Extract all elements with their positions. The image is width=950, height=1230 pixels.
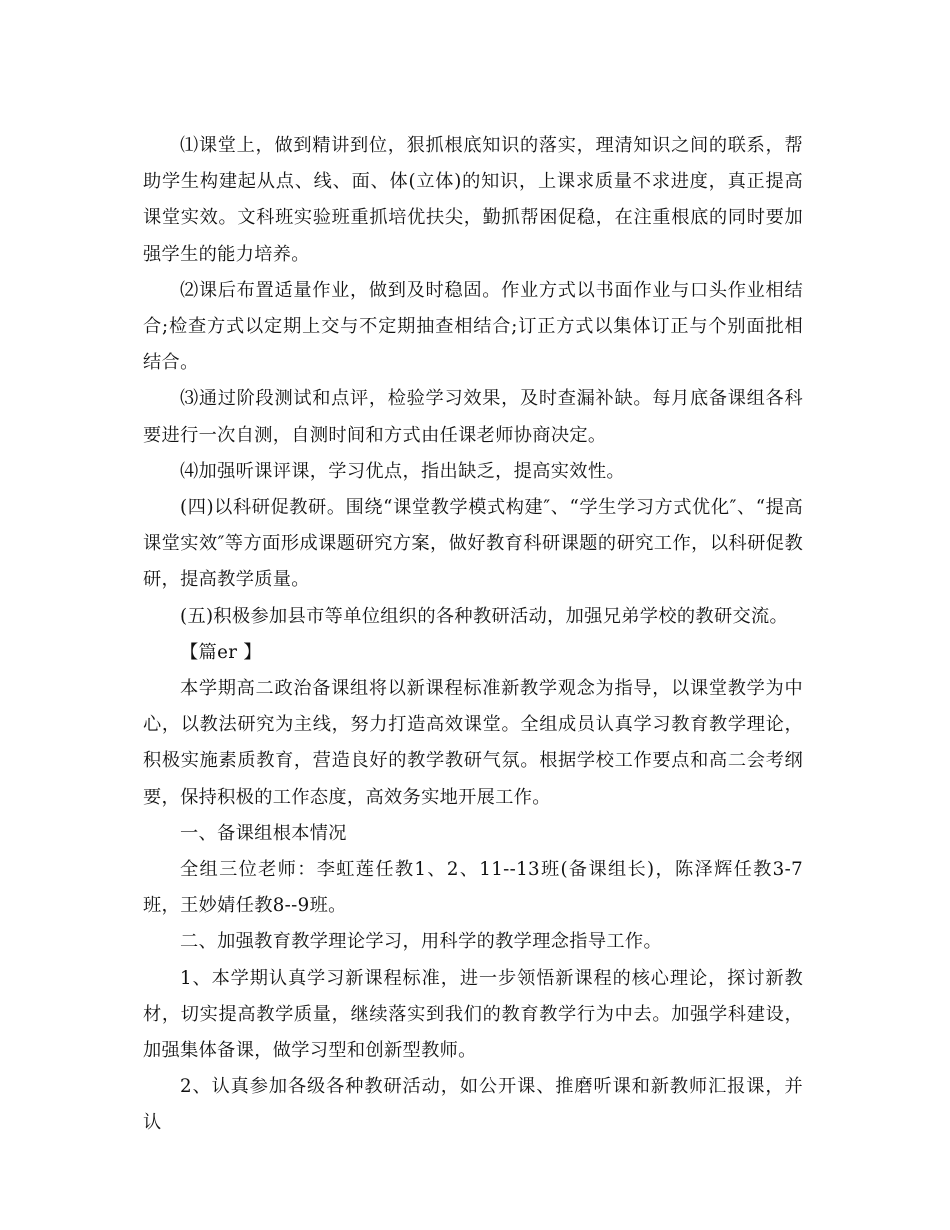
paragraph-stage-testing: ⑶通过阶段测试和点评，检验学习效果，及时查漏补缺。每月底备课组各科要进行一次自测，自测时间和方式由任课老师协商决定。 — [143, 388, 803, 446]
paragraph-new-curriculum-study: 1、本学期认真学习新课程标准，进一步领悟新课程的核心理论，探讨新教材，切实提高教学质量，继续落实到我们的教育教学行为中去。加强学科建设，加强集体备课，做学习型和创新型教师。 — [143, 967, 803, 1062]
section-heading-theory-study: 二、加强教育教学理论学习，用科学的教学理念指导工作。 — [180, 931, 662, 953]
section-heading-chapter: 【篇er 】 — [180, 641, 262, 663]
paragraph-research-promotes-teaching: (四)以科研促教研。围绕“课堂教学模式构建″、“学生学习方式优化″、“提高课堂实效″等方面形成课题研究方案，做好教育科研课题的研究工作，以科研促教研，提高教学质量。 — [143, 497, 803, 591]
paragraph-lesson-observation: ⑷加强听课评课，学习优点，指出缺乏，提高实效性。 — [180, 460, 625, 482]
section-heading-group-situation: 一、备课组根本情况 — [180, 822, 347, 844]
paragraph-teacher-assignments: 全组三位老师：李虹莲任教1、2、11--13班(备课组长)，陈泽辉任教3-7班，王妙婧任教8--9班。 — [143, 859, 803, 917]
paragraph-semester-overview: 本学期高二政治备课组将以新课程标准新教学观念为指导，以课堂教学为中心，以教法研究为主线，努力打造高效课堂。全组成员认真学习教育教学理论，积极实施素质教育，营造良好的教学教研气氛。根据学校工作要点和高二会考纲要，保持积极的工作态度，高效务实地开展工作。 — [143, 678, 803, 808]
paragraph-classroom-teaching: ⑴课堂上，做到精讲到位，狠抓根底知识的落实，理清知识之间的联系，帮助学生构建起从点、线、面、体(立体)的知识，上课求质量不求进度，真正提高课堂实效。文科班实验班重抓培优扶尖，勤抓帮困促稳，在注重根底的同时要加强学生的能力培养。 — [143, 135, 803, 265]
paragraph-teaching-research-activities: (五)积极参加县市等单位组织的各种教研活动，加强兄弟学校的教研交流。 — [180, 605, 789, 627]
paragraph-research-participation: 2、认真参加各级各种教研活动，如公开课、推磨听课和新教师汇报课，并认 — [143, 1076, 803, 1134]
paragraph-homework: ⑵课后布置适量作业，做到及时稳固。作业方式以书面作业与口头作业相结合;检查方式以定期上交与不定期抽查相结合;订正方式以集体订正与个别面批相结合。 — [143, 279, 803, 374]
document-body — [143, 128, 803, 1142]
